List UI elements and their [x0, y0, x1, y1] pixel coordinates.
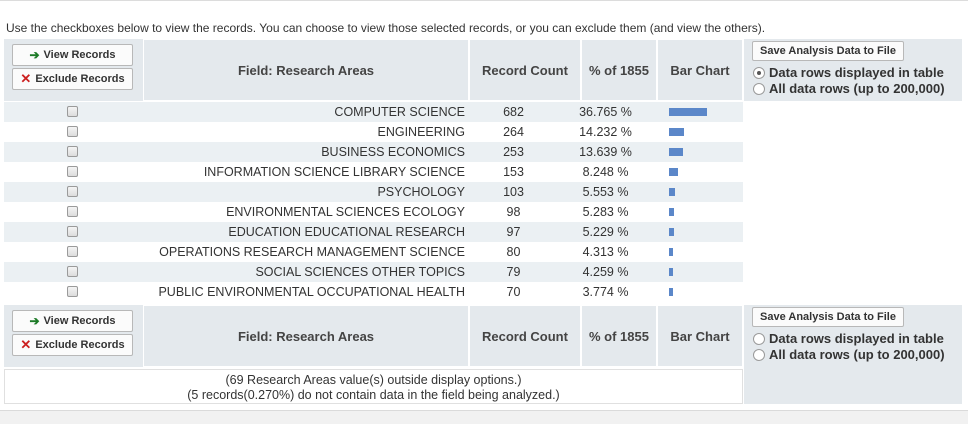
view-records-label: View Records: [43, 49, 116, 61]
footnote-missing-data: (5 records(0.270%) do not contain data in the field being analyzed.): [187, 388, 560, 402]
row-checkbox[interactable]: [67, 166, 78, 177]
percent-value: 8.248 %: [582, 165, 629, 179]
percent-bar: [669, 168, 678, 176]
research-area-name: ENVIRONMENTAL SCIENCES ECOLOGY: [226, 205, 465, 219]
record-count-value: 153: [503, 165, 524, 179]
exclude-records-button[interactable]: [12, 68, 133, 90]
exclude-records-button-bottom[interactable]: [12, 334, 133, 356]
percent-bar: [669, 188, 675, 196]
table-row: [4, 102, 743, 122]
percent-value: 5.283 %: [582, 205, 629, 219]
table-row: [4, 182, 743, 202]
percent-value: 5.229 %: [582, 225, 629, 239]
percent-bar: [669, 108, 707, 116]
percent-value: 3.774 %: [582, 285, 629, 299]
option-all-rows-bottom[interactable]: All data rows (up to 200,000): [753, 347, 945, 362]
save-analysis-button[interactable]: Save Analysis Data to File: [752, 41, 904, 61]
research-area-name: OPERATIONS RESEARCH MANAGEMENT SCIENCE: [159, 245, 465, 259]
percent-bar: [669, 148, 683, 156]
exclude-records-label: Exclude Records: [35, 339, 125, 351]
percent-value: 4.259 %: [582, 265, 629, 279]
table-row: [4, 262, 743, 282]
percent-bar: [669, 248, 673, 256]
row-checkbox[interactable]: [67, 226, 78, 237]
field-column-header-bottom: Field: Research Areas: [143, 305, 469, 367]
table-row: [4, 202, 743, 222]
field-column-header: Field: Research Areas: [143, 39, 469, 101]
percent-value: 13.639 %: [579, 145, 632, 159]
bottom-save-panel: [744, 305, 962, 404]
row-checkbox[interactable]: [67, 126, 78, 137]
record-count-value: 103: [503, 185, 524, 199]
row-checkbox[interactable]: [67, 106, 78, 117]
save-analysis-button-bottom[interactable]: Save Analysis Data to File: [752, 307, 904, 327]
record-count-value: 79: [506, 265, 521, 279]
top-save-panel: [744, 39, 962, 101]
research-area-name: PUBLIC ENVIRONMENTAL OCCUPATIONAL HEALTH: [158, 285, 465, 299]
top-action-cell: [4, 39, 143, 101]
option-displayed-rows-bottom[interactable]: Data rows displayed in table: [753, 331, 944, 346]
radio-displayed-top[interactable]: [753, 67, 765, 79]
percent-header: % of 1855: [581, 39, 657, 101]
record-count-value: 97: [506, 225, 521, 239]
row-checkbox[interactable]: [67, 286, 78, 297]
radio-all-top[interactable]: [753, 83, 765, 95]
table-row: [4, 222, 743, 242]
arrow-right-icon: ➔: [29, 314, 40, 328]
row-checkbox[interactable]: [67, 146, 78, 157]
top-divider: [0, 0, 968, 1]
view-records-label: View Records: [43, 315, 116, 327]
record-count-value: 682: [503, 105, 524, 119]
view-records-button-bottom[interactable]: [12, 310, 133, 332]
instructions-text: Use the checkboxes below to view the records. You can choose to view those selected records, or you can exclude them (and view the others).: [6, 21, 766, 35]
percent-value: 14.232 %: [579, 125, 632, 139]
percent-bar: [669, 128, 684, 136]
radio-displayed-bottom[interactable]: [753, 333, 765, 345]
percent-bar: [669, 208, 674, 216]
table-row: [4, 162, 743, 182]
option-all-rows[interactable]: All data rows (up to 200,000): [753, 81, 945, 96]
research-area-name: INFORMATION SCIENCE LIBRARY SCIENCE: [203, 165, 465, 179]
footnote-outside-values: (69 Research Areas value(s) outside display options.): [225, 373, 522, 387]
table-row: [4, 242, 743, 262]
arrow-right-icon: ➔: [29, 48, 40, 62]
research-area-name: ENGINEERING: [377, 125, 465, 139]
row-checkbox[interactable]: [67, 246, 78, 257]
bottom-divider: [0, 410, 968, 424]
percent-bar: [669, 288, 673, 296]
option-displayed-rows[interactable]: Data rows displayed in table: [753, 65, 944, 80]
percent-bar: [669, 268, 673, 276]
percent-value: 4.313 %: [582, 245, 629, 259]
close-icon: ✕: [20, 337, 32, 352]
row-checkbox[interactable]: [67, 186, 78, 197]
research-area-name: SOCIAL SCIENCES OTHER TOPICS: [255, 265, 465, 279]
view-records-button[interactable]: [12, 44, 133, 66]
bar-chart-header: Bar Chart: [657, 39, 743, 101]
record-count-header: Record Count: [469, 39, 581, 101]
record-count-value: 253: [503, 145, 524, 159]
record-count-value: 70: [506, 285, 521, 299]
bottom-action-cell: [4, 305, 143, 367]
close-icon: ✕: [20, 71, 32, 86]
bar-chart-header-bottom: Bar Chart: [657, 305, 743, 367]
percent-bar: [669, 228, 674, 236]
record-count-value: 98: [506, 205, 521, 219]
percent-header-bottom: % of 1855: [581, 305, 657, 367]
footnote: [4, 369, 743, 404]
exclude-records-label: Exclude Records: [35, 73, 125, 85]
research-area-name: BUSINESS ECONOMICS: [321, 145, 465, 159]
record-count-value: 264: [503, 125, 524, 139]
table-row: [4, 122, 743, 142]
research-area-name: COMPUTER SCIENCE: [334, 105, 465, 119]
percent-value: 5.553 %: [582, 185, 629, 199]
radio-all-bottom[interactable]: [753, 349, 765, 361]
row-checkbox[interactable]: [67, 266, 78, 277]
percent-value: 36.765 %: [579, 105, 632, 119]
record-count-value: 80: [506, 245, 521, 259]
record-count-header-bottom: Record Count: [469, 305, 581, 367]
table-row: [4, 282, 743, 302]
row-checkbox[interactable]: [67, 206, 78, 217]
research-area-name: PSYCHOLOGY: [377, 185, 465, 199]
research-area-name: EDUCATION EDUCATIONAL RESEARCH: [228, 225, 465, 239]
table-row: [4, 142, 743, 162]
